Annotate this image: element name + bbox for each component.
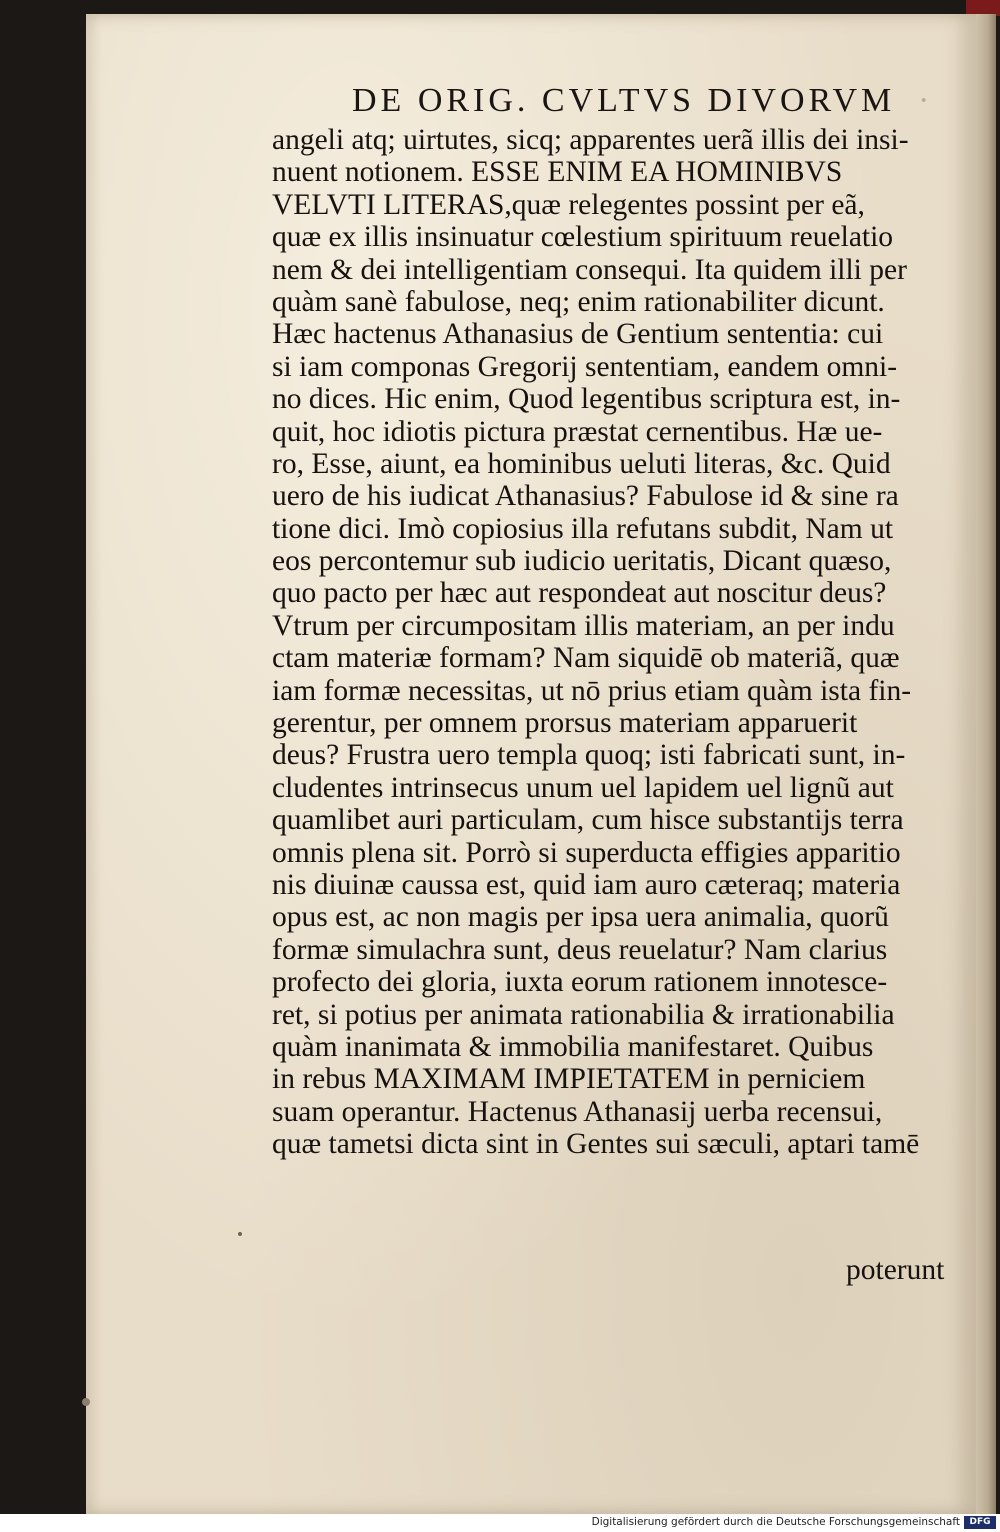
body-text	[272, 124, 972, 1161]
text-line: quamlibet auri particulam, cum hisce substantijs terra	[272, 804, 904, 837]
page-edge	[976, 14, 996, 1514]
running-head: DE ORIG. CVLTVS DIVORVM	[352, 82, 896, 119]
text-line: quit, hoc idiotis pictura præstat cernentibus. Hæ ue-	[272, 415, 883, 448]
text-line: Vtrum per circumpositam illis materiam, an per indu	[272, 609, 895, 642]
text-line: in rebus MAXIMAM IMPIETATEM in perniciem	[272, 1063, 866, 1096]
text-line: VELVTI LITERAS,quæ relegentes possint per eã,	[272, 188, 865, 221]
funding-notice: Digitalisierung gefördert durch die Deutsche Forschungsgemeinschaft	[591, 1516, 960, 1528]
text-line: uero de his iudicat Athanasius? Fabulose id & sine ra	[272, 480, 899, 513]
dfg-logo-icon: DFG	[964, 1516, 996, 1529]
paper-speck	[238, 1232, 242, 1236]
catchword: poterunt	[846, 1254, 945, 1286]
text-line: quæ ex illis insinuatur cœlestium spirituum reuelatio	[272, 221, 894, 254]
text-line: angeli atq; uirtutes, sicq; apparentes uerã illis dei insi-	[272, 124, 909, 156]
text-line: si iam componas Gregorij sententiam, eandem omni-	[272, 350, 898, 383]
text-line: Hæc hactenus Athanasius de Gentium sententia: cui	[272, 318, 884, 351]
text-line: tione dici. Imò copiosius illa refutans subdit, Nam ut	[272, 512, 894, 545]
paper-speck	[82, 1398, 90, 1406]
text-line: gerentur, per omnem prorsus materiam apparuerit	[272, 707, 858, 740]
text-line: quàm sanè fabulose, neq; enim rationabiliter dicunt.	[272, 285, 885, 318]
text-line: suam operantur. Hactenus Athanasij uerba recensui,	[272, 1095, 883, 1128]
text-line: quæ tametsi dicta sint in Gentes sui sæculi, aptari tamē	[272, 1128, 920, 1161]
text-line: no dices. Hic enim, Quod legentibus scriptura est, in-	[272, 383, 901, 416]
text-line: opus est, ac non magis per ipsa uera animalia, quorũ	[272, 901, 889, 934]
show-through-mark: ·	[918, 82, 930, 119]
text-line: iam formæ necessitas, ut nō prius etiam quàm ista fin-	[272, 674, 912, 707]
text-line: nem & dei intelligentiam consequi. Ita quidem illi per	[272, 253, 907, 286]
text-line: ro, Esse, aiunt, ea hominibus ueluti literas, &c. Quid	[272, 447, 891, 480]
text-line: nuent notionem. ESSE ENIM EA HOMINIBVS	[272, 156, 843, 189]
text-line: ctam materiæ formam? Nam siquidē ob materiã, quæ	[272, 642, 900, 675]
text-line: quàm inanimata & immobilia manifestaret. Quibus	[272, 1030, 874, 1063]
text-line: nis diuinæ caussa est, quid iam auro cæteraq; materia	[272, 868, 901, 901]
text-line: cludentes intrinsecus unum uel lapidem uel lignũ aut	[272, 771, 894, 804]
text-line: quo pacto per hæc aut respondeat aut noscitur deus?	[272, 577, 887, 610]
text-line: formæ simulachra sunt, deus reuelatur? Nam clarius	[272, 933, 888, 966]
text-line: omnis plena sit. Porrò si superducta effigies apparitio	[272, 836, 901, 869]
text-line: eos percontemur sub iudicio ueritatis, Dicant quæso,	[272, 545, 892, 578]
text-line: profecto dei gloria, iuxta eorum rationem innotesce-	[272, 966, 888, 999]
text-line: deus? Frustra uero templa quoq; isti fabricati sunt, in-	[272, 739, 906, 772]
text-line: ret, si potius per animata rationabilia & irrationabilia	[272, 998, 895, 1031]
